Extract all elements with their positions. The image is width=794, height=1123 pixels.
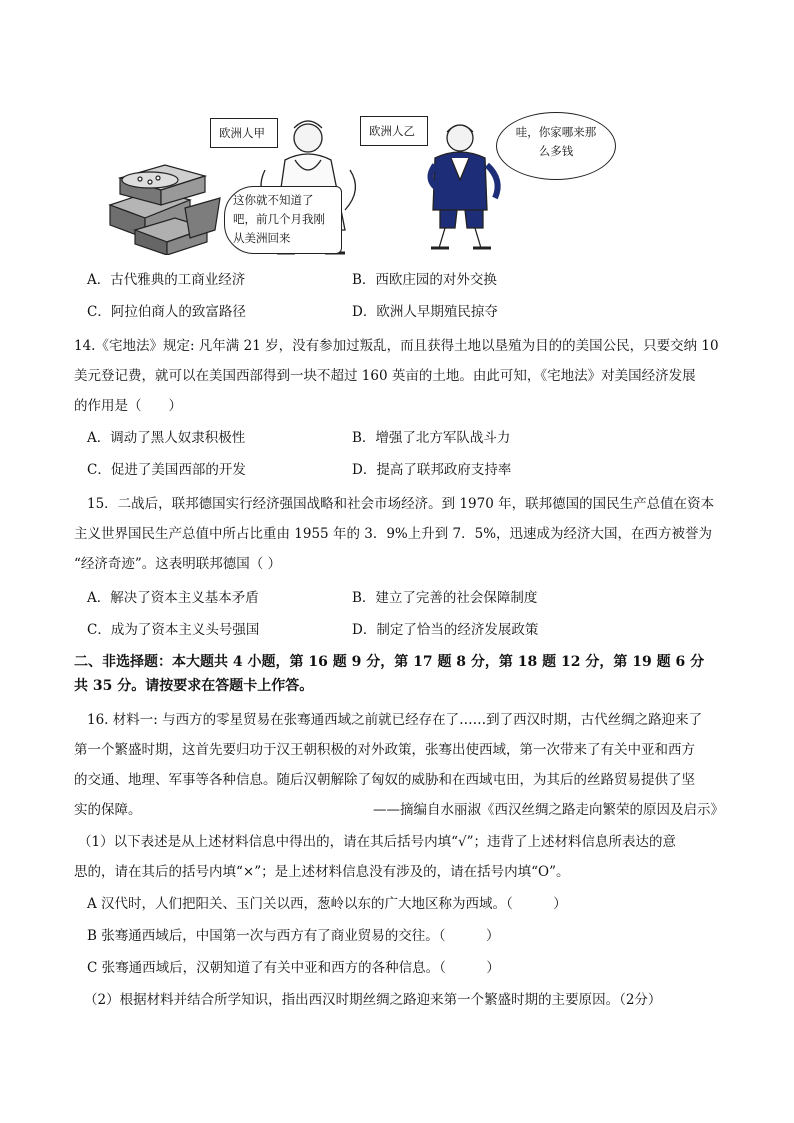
q14-stem-line: 14.《宅地法》规定: 凡年满 21 岁，没有参加过叛乱，而且获得土地以垦殖为目的的美国公民，只要交纳 10	[74, 338, 719, 354]
q13-option-a[interactable]: A．古代雅典的工商业经济	[87, 272, 246, 288]
q14-option-d[interactable]: D．提高了联邦政府支持率	[352, 462, 512, 478]
q16-sub2: （2）根据材料并结合所学知识，指出西汉时期丝绸之路迎来第一个繁盛时期的主要原因。（2分）	[84, 992, 662, 1008]
q15-option-b[interactable]: B．建立了完善的社会保障制度	[352, 590, 538, 606]
q16-statement-b[interactable]: B 张骞通西域后，中国第一次与西方有了商业贸易的交往。（ ）	[87, 928, 500, 944]
q16-sub1-line: （1）以下表述是从上述材料信息中得出的，请在其后括号内填“√”；违背了上述材料信息所表达的意	[78, 834, 676, 850]
q14-option-a[interactable]: A．调动了黑人奴隶积极性	[87, 430, 246, 446]
q13-option-b[interactable]: B．西欧庄园的对外交换	[352, 272, 497, 288]
gold-bars-icon	[110, 165, 220, 255]
speech-b-text: 哇，你家哪来那么多钱	[515, 125, 597, 158]
q15-stem-line: “经济奇迹”。这表明联邦德国（ ）	[74, 556, 282, 572]
q14-option-b[interactable]: B．增强了北方军队战斗力	[352, 430, 511, 446]
q15-option-a[interactable]: A．解决了资本主义基本矛盾	[87, 590, 259, 606]
q14-option-c[interactable]: C．促进了美国西部的开发	[87, 462, 246, 478]
q15-stem-line: 15．二战后，联邦德国实行经济强国战略和社会市场经济。到 1970 年，联邦德国的国民生产总值在资本	[87, 496, 715, 512]
label-european-b: 欧洲人乙	[360, 116, 428, 146]
section-2-title-line: 共 35 分。请按要求在答题卡上作答。	[74, 678, 314, 694]
q16-material-line: 的交通、地理、军事等各种信息。随后汉朝解除了匈奴的威胁和在西域屯田，为其后的丝路贸易提供了坚	[74, 772, 695, 788]
speech-a-line: 从美洲回来	[233, 231, 291, 245]
speech-bubble-a	[224, 186, 342, 254]
section-2-title-line: 二、非选择题：本大题共 4 小题，第 16 题 9 分，第 17 题 8 分，第 18 题 12 分，第 19 题 6 分	[74, 654, 705, 670]
speech-a-line: 吧，前几个月我刚	[233, 212, 325, 226]
label-european-a: 欧洲人甲	[210, 118, 278, 148]
q16-statement-c[interactable]: C 张骞通西域后，汉朝知道了有关中亚和西方的各种信息。（ ）	[87, 960, 500, 976]
speech-bubble-b	[496, 112, 616, 180]
q16-source: ——摘编自水丽淑《西汉丝绸之路走向繁荣的原因及启示》	[373, 802, 724, 818]
q15-option-c[interactable]: C．成为了资本主义头号强国	[87, 622, 260, 638]
q13-option-c[interactable]: C．阿拉伯商人的致富路径	[87, 304, 246, 320]
q14-stem-line: 的作用是（ ）	[74, 398, 182, 414]
q13-option-d[interactable]: D．欧洲人早期殖民掠夺	[352, 304, 498, 320]
q15-option-d[interactable]: D．制定了恰当的经济发展政策	[352, 622, 539, 638]
european-b-figure-icon	[431, 125, 498, 248]
speech-a-line: 这你就不知道了	[233, 193, 314, 207]
q16-material-line: 第一个繁盛时期，这首先要归功于汉王朝积极的对外政策，张骞出使西域，第一次带来了有关中亚和西方	[74, 742, 695, 758]
q16-statement-a[interactable]: A 汉代时，人们把阳关、玉门关以西，葱岭以东的广大地区称为西域。（ ）	[87, 896, 567, 912]
q16-material-line: 实的保障。	[74, 802, 142, 818]
q16-material-line: 16. 材料一: 与西方的零星贸易在张骞通西域之前就已经存在了……到了西汉时期，古代丝绸之路迎来了	[87, 712, 703, 728]
q15-stem-line: 主义世界国民生产总值中所占比重由 1955 年的 3．9%上升到 7．5%，迅速成为经济大国，在西方被誉为	[74, 526, 713, 542]
q14-stem-line: 美元登记费，就可以在美国西部得到一块不超过 160 英亩的土地。由此可知，《宅地法》对美国经济发展	[74, 368, 696, 384]
q16-sub1-line: 思的，请在其后的括号内填“×”；是上述材料信息没有涉及的，请在括号内填“O”。	[74, 864, 570, 880]
